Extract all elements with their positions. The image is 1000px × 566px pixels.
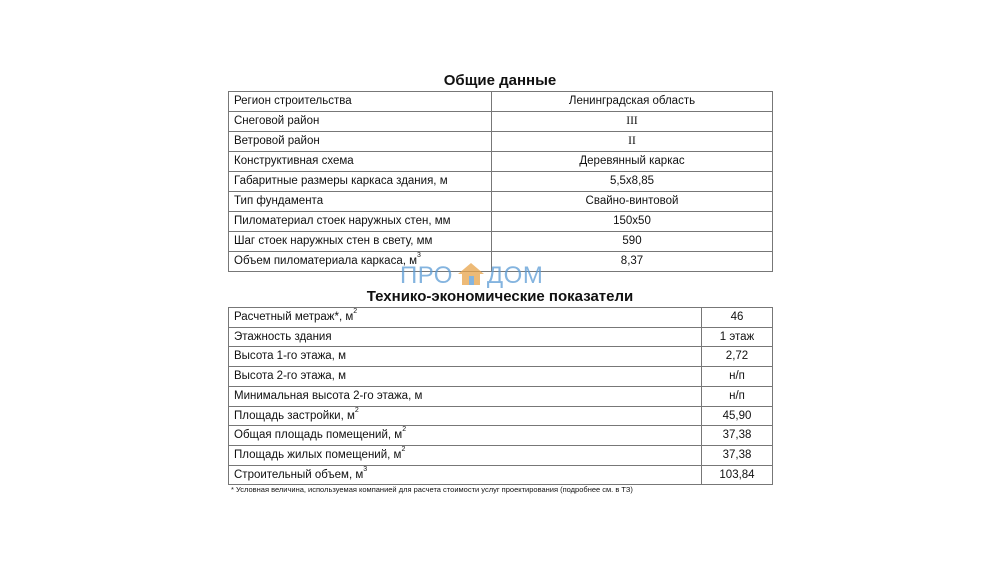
row-label: Минимальная высота 2-го этажа, м [229,386,702,406]
row-value: 5,5х8,85 [492,172,773,192]
row-value: 150х50 [492,212,773,232]
row-value: II [492,132,773,152]
row-value: н/п [702,367,773,387]
tech-indicators-table [228,307,773,485]
row-label: Шаг стоек наружных стен в свету, мм [229,232,492,252]
row-value: Ленинградская область [492,92,773,112]
unit-superscript: 2 [353,308,358,315]
row-label: Габаритные размеры каркаса здания, м [229,172,492,192]
label-text: Площадь жилых помещений, м [234,448,402,461]
table-row [229,132,773,152]
row-value: 2,72 [702,347,773,367]
row-label [229,308,702,328]
row-label: Пиломатериал стоек наружных стен, мм [229,212,492,232]
footnote: * Условная величина, используемая компанией для расчета стоимости услуг проектирования (подробнее см. в ТЗ) [231,485,633,494]
row-value: 1 этаж [702,327,773,347]
label-text: Расчетный метраж*, м [234,311,354,323]
table-row [229,386,773,406]
row-label: Высота 1-го этажа, м [229,347,702,367]
table-row [229,92,773,112]
unit-superscript: 2 [354,406,359,414]
row-value: 8,37 [492,252,773,272]
row-value: 590 [492,232,773,252]
row-label: Снеговой район [229,112,492,132]
table-row [229,308,773,328]
row-label [229,445,702,465]
brand-watermark [400,262,543,290]
unit-superscript: 2 [402,426,407,434]
row-label [229,426,702,446]
row-value: 45,90 [702,406,773,426]
row-value: Свайно-винтовой [492,192,773,212]
row-value: Деревянный каркас [492,152,773,172]
house-icon [457,262,485,286]
row-value: 37,38 [702,426,773,446]
row-value: н/п [702,386,773,406]
row-label: Конструктивная схема [229,152,492,172]
table-row [229,426,773,446]
label-text: Площадь застройки, м [234,409,355,422]
table-row [229,152,773,172]
unit-superscript: 2 [401,445,406,453]
row-value: III [492,112,773,132]
row-label: Тип фундамента [229,192,492,212]
table-row [229,327,773,347]
table-row [229,192,773,212]
table-row [229,347,773,367]
watermark-text-left: ПРО [400,262,453,289]
table-row [229,172,773,192]
general-data-title: Общие данные [443,72,557,89]
row-value: 103,84 [702,465,773,485]
table-row [229,367,773,387]
table-row [229,465,773,485]
table-row [229,445,773,465]
tech-indicators-title: Технико-экономические показатели [366,288,634,305]
row-label: Регион строительства [229,92,492,112]
row-value: 46 [702,308,773,328]
row-label [229,465,702,485]
table-row [229,406,773,426]
row-value: 37,38 [702,445,773,465]
table-row [229,112,773,132]
unit-superscript: 3 [417,252,421,259]
row-label: Этажность здания [229,327,702,347]
label-text: Объем пиломатериала каркаса, м [234,255,418,267]
unit-superscript: 3 [363,465,368,473]
general-data-table [228,91,773,272]
table-row [229,232,773,252]
row-label: Высота 2-го этажа, м [229,367,702,387]
label-text: Строительный объем, м [234,468,364,481]
label-text: Общая площадь помещений, м [234,429,403,442]
row-label [229,406,702,426]
table-row [229,212,773,232]
row-label: Ветровой район [229,132,492,152]
watermark-text-right: ДОМ [486,262,544,289]
